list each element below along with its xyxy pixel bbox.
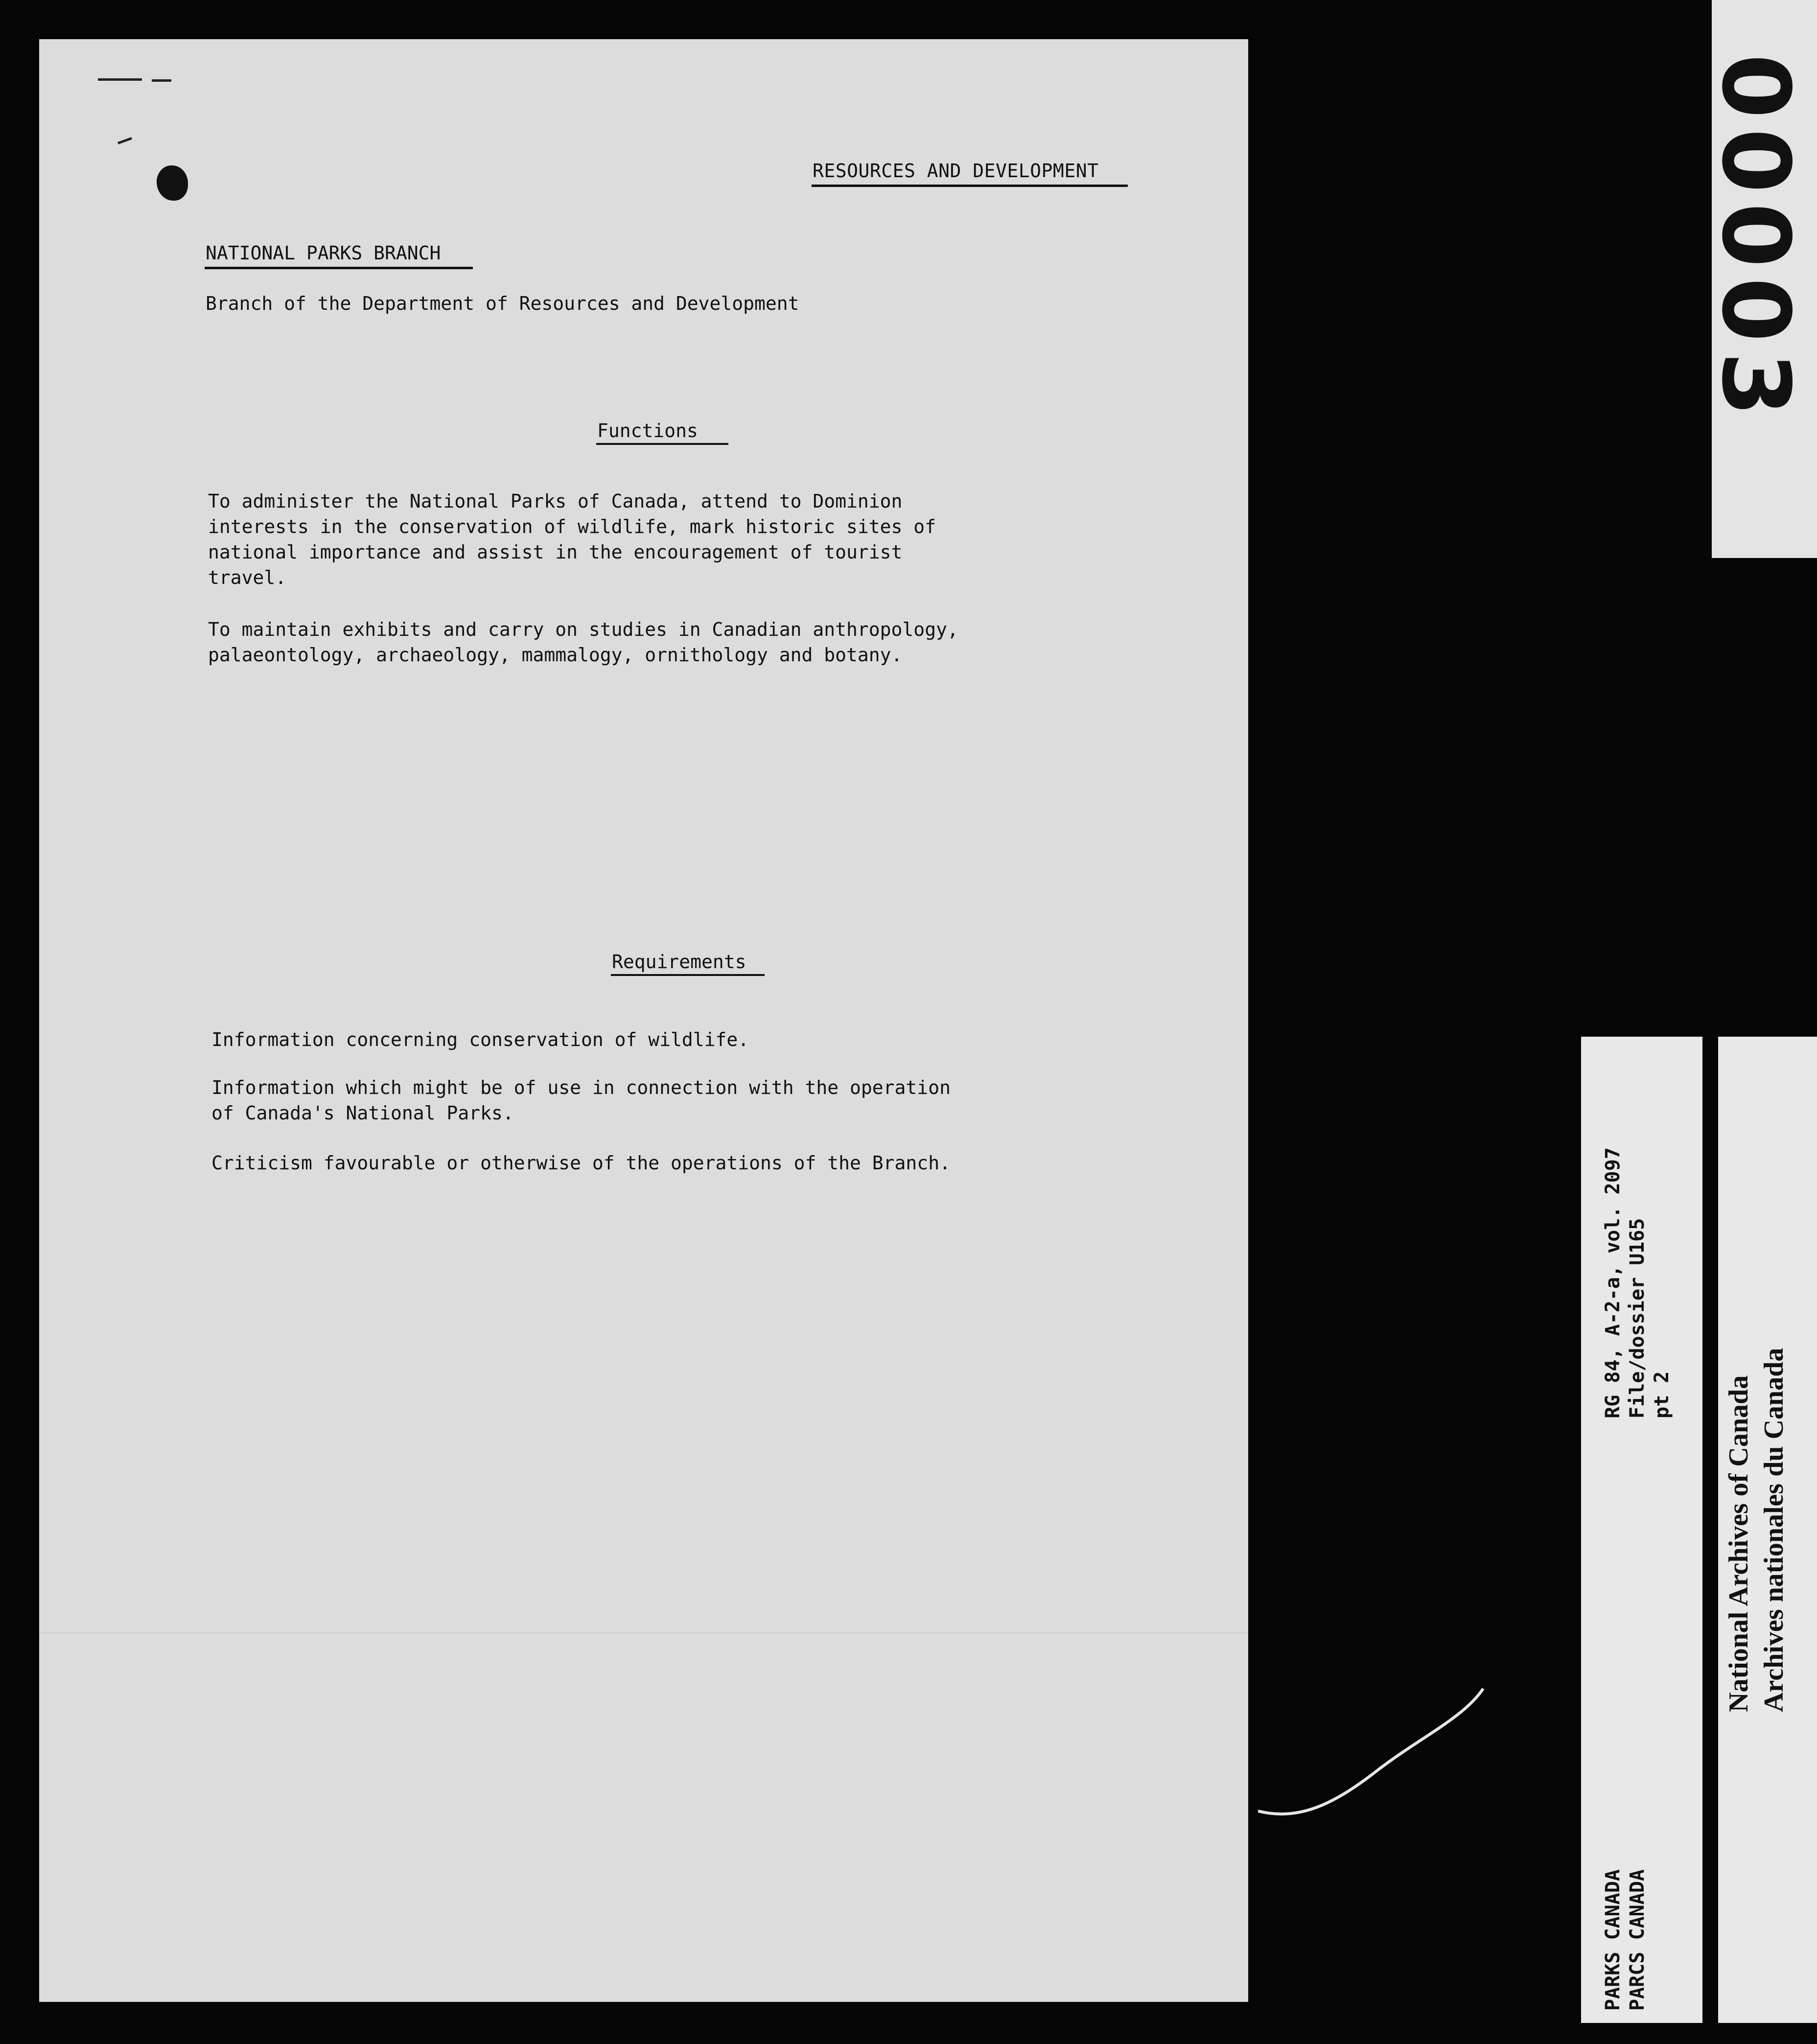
branch-title: NATIONAL PARKS BRANCH: [206, 242, 441, 264]
frame-number: 00003: [1701, 54, 1810, 427]
requirement-item: Information which might be of use in connection with the operation of Canada's National Parks.: [211, 1077, 951, 1124]
requirement-item: Criticism favourable or otherwise of the operations of the Branch.: [211, 1152, 951, 1174]
stray-mark: [117, 137, 132, 144]
archive-line: National Archives of Canada: [1724, 1375, 1754, 1712]
reference-line: File/dossier U165: [1626, 1218, 1649, 1418]
document-page: [39, 39, 1248, 2002]
agency-line: PARKS CANADA: [1602, 1869, 1624, 2011]
requirements-heading-underline: [611, 974, 765, 976]
functions-heading-underline: [596, 443, 728, 445]
functions-heading: Functions: [597, 420, 698, 441]
department-header: RESOURCES AND DEVELOPMENT: [813, 160, 1099, 182]
ink-blot: [157, 165, 188, 201]
requirements-heading: Requirements: [612, 951, 746, 973]
archive-line: Archives nationales du Canada: [1759, 1347, 1789, 1712]
functions-paragraph: To administer the National Parks of Canada, attend to Dominion interests in the conservation of wildlife, mark historic sites of national importance and assist in the encouragement of tourist travel.: [208, 490, 936, 588]
paper-fold-line: [39, 1632, 1248, 1634]
functions-paragraph: To maintain exhibits and carry on studies in Canadian anthropology, palaeontology, archaeology, mammalogy, ornithology and botany.: [208, 619, 958, 666]
reference-label: [1581, 1037, 1702, 2023]
agency-line: PARCS CANADA: [1626, 1869, 1649, 2011]
department-header-underline: [812, 185, 1128, 187]
stray-wire: [1258, 1684, 1488, 1821]
branch-description: Branch of the Department of Resources and Development: [206, 293, 799, 314]
archive-label: [1718, 1037, 1817, 2023]
stray-mark: [98, 78, 142, 81]
frame-number-tab: [1701, 0, 1817, 558]
requirement-item: Information concerning conservation of wildlife.: [211, 1029, 749, 1050]
reference-line: RG 84, A-2-a, vol. 2097: [1602, 1147, 1624, 1418]
stray-mark: [152, 79, 171, 82]
reference-line: pt 2: [1651, 1371, 1673, 1418]
branch-title-underline: [205, 267, 473, 269]
